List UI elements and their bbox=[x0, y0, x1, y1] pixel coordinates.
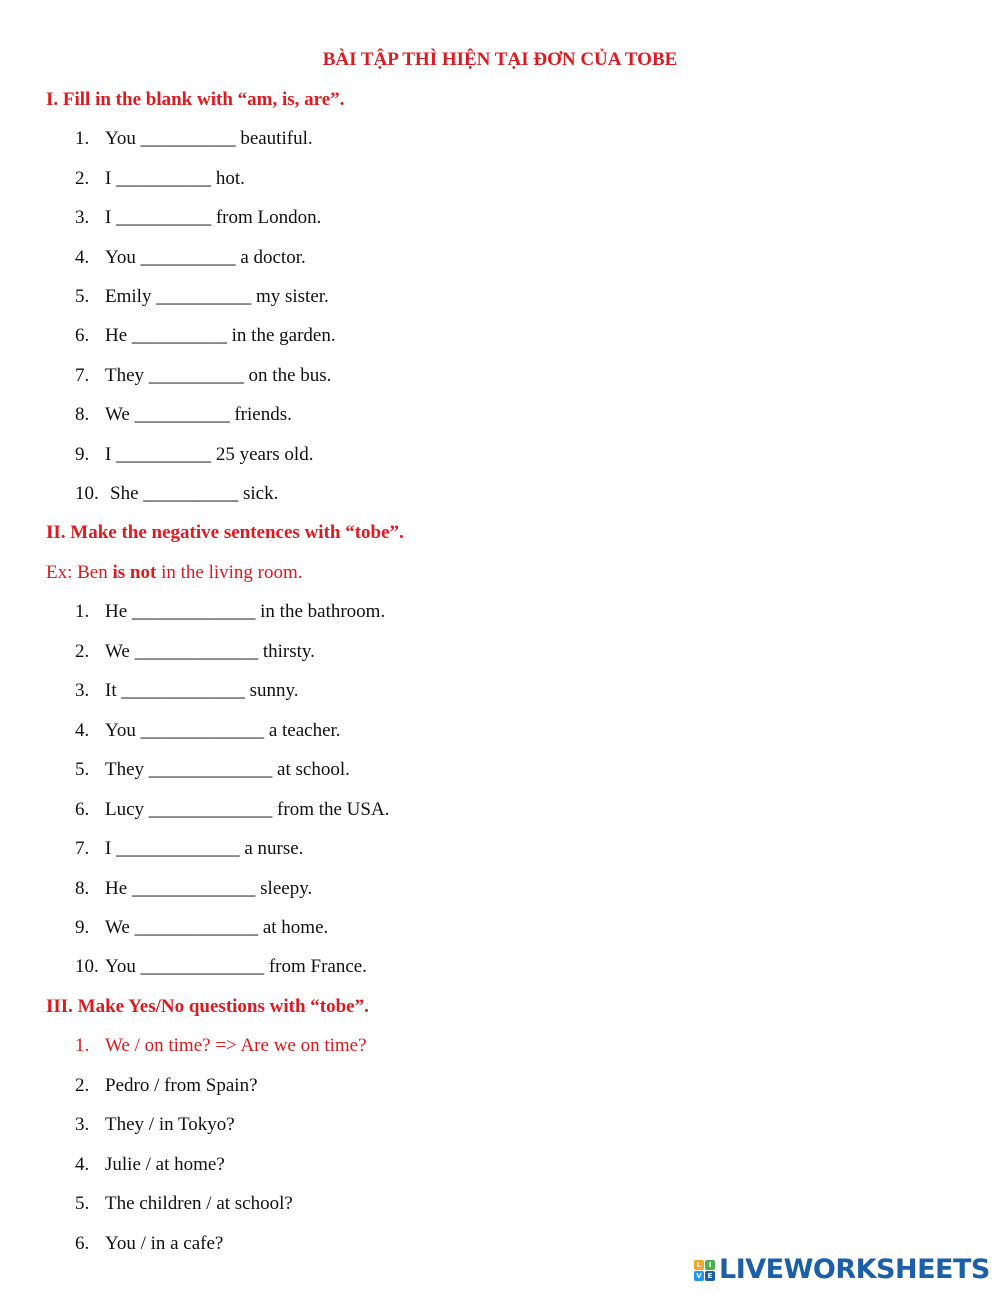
s1-item-8 bbox=[75, 403, 292, 427]
item-text: He _____________ in the bathroom. bbox=[105, 601, 386, 622]
item-text: You __________ a doctor. bbox=[105, 247, 306, 268]
item-number: 5. bbox=[75, 286, 90, 307]
item-text: They __________ on the bus. bbox=[105, 365, 332, 386]
item-number: 1. bbox=[75, 128, 90, 149]
item-number: 2. bbox=[75, 1075, 90, 1096]
item-text: You _____________ a teacher. bbox=[105, 720, 341, 741]
item-number: 5. bbox=[75, 1193, 90, 1214]
section-3-heading: III. Make Yes/No questions with “tobe”. bbox=[46, 996, 369, 1017]
s2-item-5 bbox=[75, 758, 350, 782]
item-number: 1. bbox=[75, 1035, 90, 1056]
s1-item-2 bbox=[75, 167, 245, 191]
item-number: 2. bbox=[75, 168, 90, 189]
item-text: I __________ from London. bbox=[105, 207, 322, 228]
item-text: Lucy _____________ from the USA. bbox=[105, 799, 390, 820]
item-number: 8. bbox=[75, 878, 90, 899]
item-number: 9. bbox=[75, 444, 90, 465]
s3-item-1 bbox=[75, 1034, 367, 1058]
s2-item-4 bbox=[75, 719, 341, 743]
logo-mark-letter: V bbox=[694, 1271, 704, 1281]
item-text: It _____________ sunny. bbox=[105, 680, 299, 701]
item-number: 6. bbox=[75, 799, 90, 820]
item-number: 3. bbox=[75, 207, 90, 228]
s2-item-9 bbox=[75, 916, 328, 940]
s3-item-2 bbox=[75, 1074, 258, 1098]
s3-item-4 bbox=[75, 1153, 225, 1177]
item-text: We _____________ thirsty. bbox=[105, 641, 315, 662]
item-text: You _____________ from France. bbox=[105, 956, 367, 977]
item-text: I _____________ a nurse. bbox=[105, 838, 304, 859]
item-text: We __________ friends. bbox=[105, 404, 292, 425]
item-text: She __________ sick. bbox=[110, 483, 279, 504]
s3-item-3 bbox=[75, 1113, 235, 1137]
item-text: We _____________ at home. bbox=[105, 917, 329, 938]
example-prefix: Ex: Ben bbox=[46, 562, 113, 583]
item-number: 6. bbox=[75, 1233, 90, 1254]
s1-item-3 bbox=[75, 206, 321, 230]
s1-item-4 bbox=[75, 246, 306, 270]
s2-item-6 bbox=[75, 798, 389, 822]
item-number: 1. bbox=[75, 601, 90, 622]
item-text: He _____________ sleepy. bbox=[105, 878, 313, 899]
s1-item-10 bbox=[75, 482, 278, 506]
s1-item-7 bbox=[75, 364, 331, 388]
item-number: 4. bbox=[75, 720, 90, 741]
s2-item-3 bbox=[75, 679, 299, 703]
item-number: 4. bbox=[75, 1154, 90, 1175]
example-sentence bbox=[46, 561, 303, 585]
item-number: 3. bbox=[75, 1114, 90, 1135]
logo-mark-icon bbox=[694, 1260, 715, 1281]
item-text: We / on time? => Are we on time? bbox=[105, 1035, 367, 1056]
item-number: 2. bbox=[75, 641, 90, 662]
example-suffix: in the living room. bbox=[156, 562, 303, 583]
item-text: Pedro / from Spain? bbox=[105, 1075, 258, 1096]
item-text: They / in Tokyo? bbox=[105, 1114, 235, 1135]
item-text: Julie / at home? bbox=[105, 1154, 225, 1175]
s2-item-1 bbox=[75, 600, 385, 624]
logo-mark-letter: L bbox=[694, 1260, 704, 1270]
s3-item-5 bbox=[75, 1192, 293, 1216]
logo-mark-letter: I bbox=[705, 1260, 715, 1270]
s1-item-9 bbox=[75, 443, 313, 467]
item-number: 7. bbox=[75, 838, 90, 859]
item-text: I __________ 25 years old. bbox=[105, 444, 314, 465]
example-bold: is not bbox=[112, 562, 157, 583]
worksheet-title: BÀI TẬP THÌ HIỆN TẠI ĐƠN CỦA TOBE bbox=[322, 49, 678, 70]
item-number: 8. bbox=[75, 404, 90, 425]
s2-item-10 bbox=[75, 955, 367, 979]
s1-item-1 bbox=[75, 127, 313, 151]
s1-item-5 bbox=[75, 285, 329, 309]
item-text: You __________ beautiful. bbox=[105, 128, 313, 149]
item-number: 5. bbox=[75, 759, 90, 780]
s3-item-6 bbox=[75, 1232, 223, 1256]
s1-item-6 bbox=[75, 324, 336, 348]
item-number: 7. bbox=[75, 365, 90, 386]
item-number: 3. bbox=[75, 680, 90, 701]
item-number: 9. bbox=[75, 917, 90, 938]
s2-item-2 bbox=[75, 640, 315, 664]
liveworksheets-logo bbox=[694, 1255, 990, 1285]
item-text: They _____________ at school. bbox=[105, 759, 350, 780]
item-text: The children / at school? bbox=[105, 1193, 293, 1214]
item-number: 6. bbox=[75, 325, 90, 346]
item-text: He __________ in the garden. bbox=[105, 325, 336, 346]
item-text: I __________ hot. bbox=[105, 168, 245, 189]
item-number: 4. bbox=[75, 247, 90, 268]
section-1-heading: I. Fill in the blank with “am, is, are”. bbox=[46, 89, 345, 110]
s2-item-7 bbox=[75, 837, 303, 861]
s2-item-8 bbox=[75, 877, 312, 901]
logo-text: LIVEWORKSHEETS bbox=[719, 1254, 990, 1285]
section-2-heading: II. Make the negative sentences with “tobe”. bbox=[46, 522, 404, 543]
item-text: Emily __________ my sister. bbox=[105, 286, 329, 307]
item-number: 10. bbox=[75, 483, 99, 504]
item-number: 10. bbox=[75, 956, 99, 977]
logo-mark-letter: E bbox=[705, 1271, 715, 1281]
item-text: You / in a cafe? bbox=[105, 1233, 224, 1254]
